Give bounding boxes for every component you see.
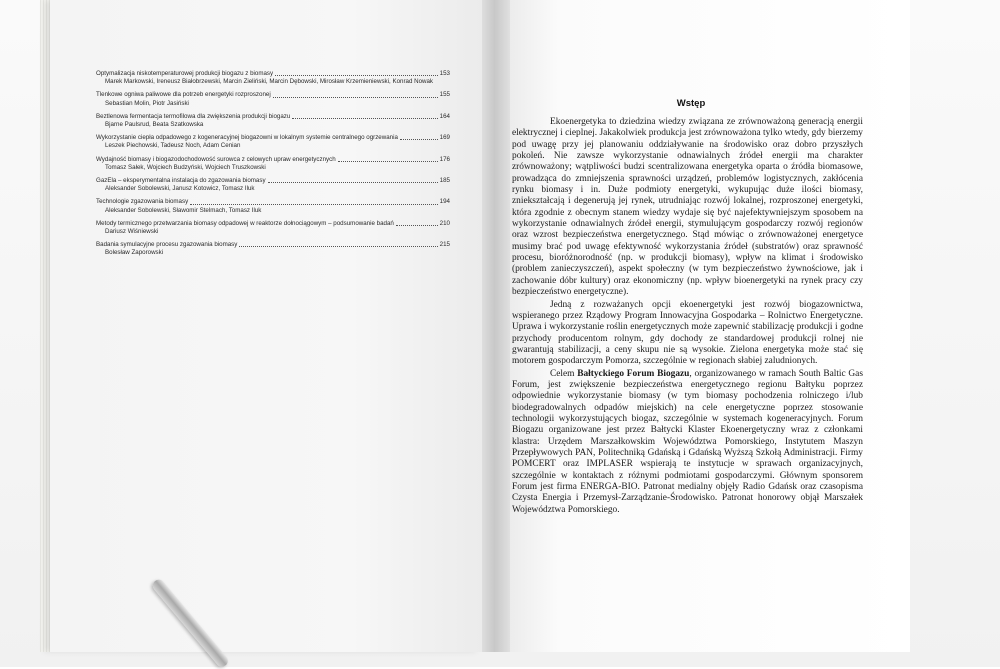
- paragraph-text: Jedną z rozważanych opcji ekoenergetyki jest rozwój biogazownictwa, wspieranego przez Rządowy Program Innowacyjna Gospodarka – Rolnictwo Energetyczne. Uprawa i wykorzystanie roślin energetycznych może zapewnić stabilizację produkcji i godne przychody producentom rolnym, gdy dochody ze standardowej produkcji rolnej nie gwarantują stabilizacji, a ceny skupu nie są wysokie. Zielona energetyka może stać się motorem gospodarczym Pomorza, szczególnie w regionach słabiej zaludnionych.: [512, 299, 863, 367]
- toc-entry: [96, 198, 450, 214]
- toc-leader: [396, 225, 438, 226]
- toc-title: Optymalizacja niskotemperaturowej produkcji biogazu z biomasy: [96, 70, 274, 77]
- toc-page-number: 169: [439, 134, 450, 142]
- toc-page-number: 155: [439, 91, 450, 99]
- toc-authors: Tomasz Sałek, Wojciech Budzyński, Wojciech Truszkowski: [105, 163, 266, 171]
- toc-page-number: 164: [439, 112, 450, 120]
- toc-title: GazEla – eksperymentalna instalacja do zgazowania biomasy: [96, 177, 266, 185]
- toc-title: Wykorzystanie ciepła odpadowego z kogeneracyjnej biogazowni w lokalnym systemie centralnego ogrzewania: [96, 134, 398, 142]
- paragraph-bold-text: Bałtyckiego Forum Biogazu: [577, 368, 690, 379]
- toc-leader: [275, 75, 438, 76]
- intro-body: [512, 117, 863, 517]
- toc-authors: Bjarne Paulsrud, Beata Szatkowska: [105, 121, 204, 129]
- toc-page-number: 176: [439, 155, 450, 163]
- toc-title: Beztlenowa fermentacja termofilowa dla zwiększenia produkcji biogazu: [96, 112, 291, 120]
- toc-entry: [96, 156, 450, 172]
- toc-authors: Marek Markowski, Ireneusz Białobrzewski, Marcin Zieliński, Marcin Dębowski, Mirosław Krzemieniewski, Konrad Nowak: [105, 78, 434, 86]
- book-gutter: [482, 0, 510, 652]
- toc-title: Technologie zgazowania biomasy: [96, 198, 189, 206]
- toc-leader: [338, 161, 438, 162]
- toc-authors: Aleksander Sobolewski, Janusz Kotowicz, Tomasz Iluk: [105, 185, 255, 193]
- toc-entry: [96, 241, 450, 257]
- paragraph: [512, 117, 863, 299]
- toc-entry: [96, 70, 450, 86]
- toc-leader: [239, 246, 437, 247]
- toc-entry: [96, 91, 450, 107]
- toc-leader: [292, 118, 437, 119]
- toc-entry: [96, 177, 450, 193]
- toc-authors: Leszek Piechowski, Tadeusz Noch, Adam Cenian: [105, 142, 241, 150]
- toc-leader: [400, 139, 438, 140]
- toc-entry: [96, 220, 450, 236]
- toc-entry: [96, 113, 450, 129]
- paragraph-text: Celem: [550, 368, 578, 379]
- toc-page-number: 153: [439, 70, 450, 77]
- paragraph: [512, 369, 863, 516]
- paragraph: [512, 300, 863, 368]
- toc-authors: Dariusz Wiśniewski: [105, 228, 159, 236]
- toc-page-number: 194: [439, 198, 450, 206]
- toc-authors: Sebastian Molin, Piotr Jasiński: [105, 99, 189, 107]
- toc-title: Wydajność biomasy i biogazodochodowość surowca z celowych upraw energetycznych: [96, 155, 336, 163]
- toc-leader: [268, 182, 438, 183]
- toc-page-number: 210: [439, 219, 450, 227]
- toc-authors: Bolesław Zaporowski: [105, 249, 164, 257]
- table-of-contents: [96, 70, 450, 263]
- toc-authors: Aleksander Sobolewski, Sławomir Stelmach, Tomasz Iluk: [105, 206, 262, 214]
- toc-page-number: 185: [439, 177, 450, 185]
- toc-page-number: 215: [439, 241, 450, 249]
- toc-title: Tlenkowe ogniwa paliwowe dla potrzeb energetyki rozproszonej: [96, 91, 271, 99]
- toc-leader: [273, 97, 438, 98]
- toc-title: Metody termicznego przetwarzania biomasy odpadowej w reaktorze dołnociągowym – podsumowanie badań: [96, 219, 394, 227]
- section-heading: Wstęp: [676, 98, 706, 109]
- paragraph-text: Ekoenergetyka to dziedzina wiedzy związana ze zrównoważoną generacją energii elektrycznej i cieplnej. Jakakolwiek produkcja jest zrównoważona tylko wtedy, gdy bierzemy pod uwagę przy jej planowaniu oddziaływanie na środowisko oraz dobro przyszłych pokoleń. Nie zawsze wykorzystanie odnawialnych źródeł energii ma charakter zrównoważony; wątpliwości budzi scentralizowana energetyka oparta o źródła biomasowe, prowadząca do zmniejszenia sprawności urządzeń, problemów logistycznych, zakłócenia rynku biomasy i in. Duże podmioty energetyki, wykupując duże ilości biomasy, zniekształcają i degenerują jej rynek, utrudniając rozwój lokalnej, rozproszonej energetyki, która zgodnie z obecnym stanem wiedzy wydaje się być najefektywniejszym sposobem na wykorzystanie odnawialnych źródeł energii, stymulującym gospodarczy rozwój regionów oraz wzrost bezpieczeństwa energetycznego. Stąd mówiąc o zrównoważonej energetyce musimy brać pod uwagę efektywność wykorzystania źródeł (substratów) oraz sprawność procesu, bioróżnorodność (np. w produkcji biomasy), wpływ na klimat i środowisko (problem zanieczyszczeń), aspekt społeczny (w tym bezpieczeństwo żywnościowe, jak i zachowanie dóbr kultury) oraz ekonomiczny (np. wpływ bioenergetyki na rynek pracy czy bezpieczeństwo energetyczne).: [512, 117, 863, 298]
- toc-leader: [190, 204, 437, 205]
- toc-title: Badania symulacyjne procesu zgazowania biomasy: [96, 241, 238, 249]
- paragraph-text: , organizowanego w ramach South Baltic Gas Forum, jest zwiększenie bezpieczeństwa energetycznego regionu Bałtyku poprzez odpowiednie wykorzystanie biomasy (w tym biomasy pochodzenia rolniczego i/lub biodegradowalnych odpadów miejskich) na cele energetyczne poprzez stosowanie technologii wykorzystujących biogaz, szczególnie w systemach kogeneracyjnych. Forum Biogazu organizowane jest przez Bałtycki Klaster Ekoenergetyczny wraz z członkami klastra: Urzędem Marszałkowskim Województwa Pomorskiego, Instytutem Maszyn Przepływowych PAN, Politechniką Gdańską i Gdańską Wyższą Szkołą Administracji. Firmy POMCERT oraz IMPLASER wspierają te instytucje w sprawach organizacyjnych, szczególnie w kontaktach z różnymi podmiotami gospodarczymi. Głównym sponsorem Forum jest firma ENERGA-BIO. Patronat medialny objęły Radio Gdańsk oraz czasopisma Czysta Energia i Przemysł-Zarządzanie-Środowisko. Patronat honorowy objął Marszałek Województwa Pomorskiego.: [512, 368, 863, 515]
- toc-entry: [96, 134, 450, 150]
